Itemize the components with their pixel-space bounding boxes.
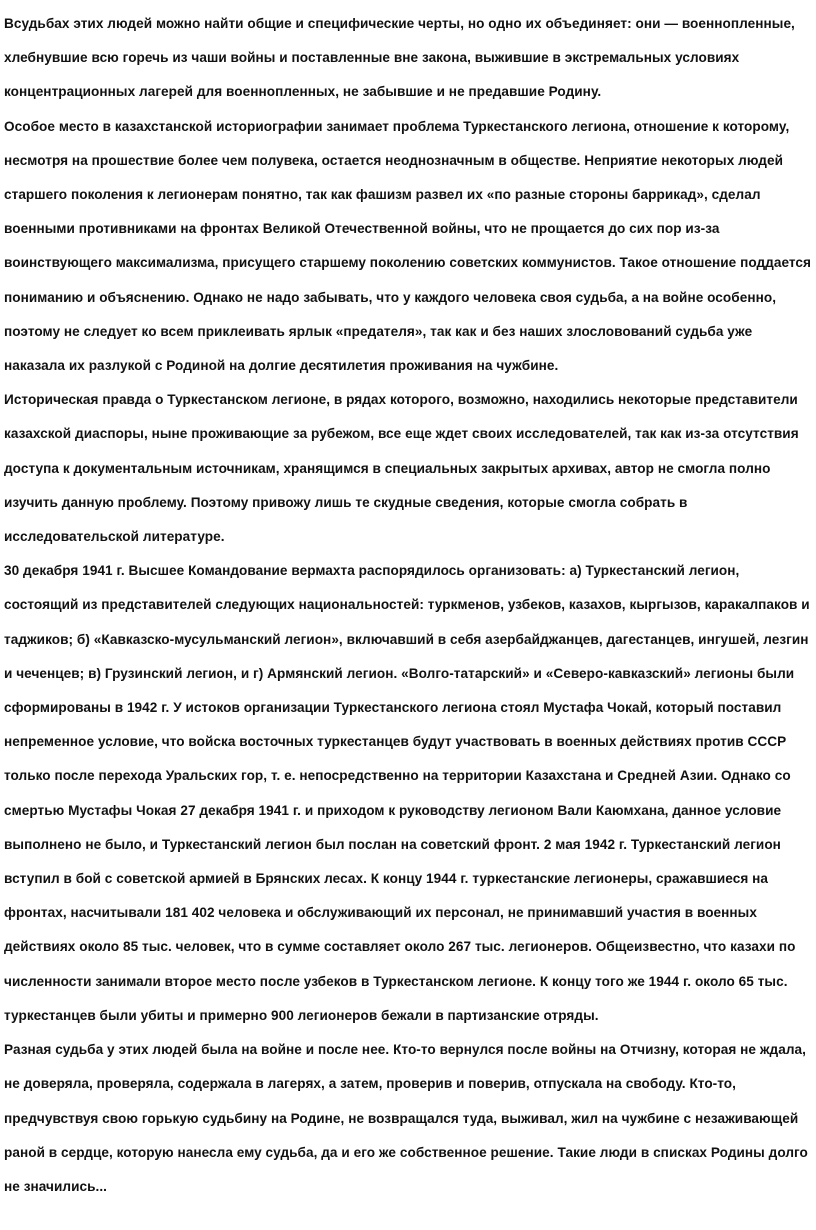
- paragraph-historiography: Особое место в казахстанской историографии занимает проблема Туркестанского легиона, отношение к которому, несмотря на прошествие более чем полувека, остается неоднозначным в обществе. Неприятие некоторых людей старшего поколения к легионерам понятно, так как фашизм развел их «по разные стороны баррикад», сделал военными противниками на фронтах Великой Отечественной войны, что не прощается до сих пор из-за воинствующего максимализма, присущего старшему поколению советских коммунистов. Такое отношение поддается пониманию и объяснению. Однако не надо забывать, что у каждого человека своя судьба, а на войне особенно, поэтому не следует ко всем приклеивать ярлык «предателя», так как и без наших злословований судьба уже наказала их разлукой с Родиной на долгие десятилетия проживания на чужбине.: [4, 118, 812, 374]
- paragraph-intro: Всудьбах этих людей можно найти общие и специфические черты, но одно их объединяет: они — военнопленные, хлебнувшие всю горечь из чаши войны и поставленные вне закона, выжившие в экстремальных условиях концентрационных лагерей для военнопленных, не забывшие и не предавшие Родину.: [4, 16, 795, 100]
- document-body: [4, 7, 814, 1204]
- paragraph-historical-truth: Историческая правда о Туркестанском легионе, в рядах которого, возможно, находились некоторые представители казахской диаспоры, ныне проживающие за рубежом, все еще ждет своих исследователей, так как из-за отсутствия доступа к документальным источникам, хранящимся в специальных закрытых архивах, автор не смогла полно изучить данную проблему. Поэтому привожу лишь те скудные сведения, которые смогла собрать в исследовательской литературе.: [4, 392, 799, 545]
- paragraph-legion-formation: 30 декабря 1941 г. Высшее Командование вермахта распорядилось организовать: а) Туркестанский легион, состоящий из представителей следующих национальностей: туркменов, узбеков, казахов, кыргызов, каракалпаков и таджиков; б) «Кавказско-мусульманский легион», включавший в себя азербайджанцев, дагестанцев, ингушей, лезгин и чеченцев; в) Грузинский легион, и г) Армянский легион. «Волго-татарский» и «Северо-кавказский» легионы были сформированы в 1942 г. У истоков организации Туркестанского легиона стоял Мустафа Чокай, который поставил непременное условие, что войска восточных туркестанцев будут участвовать в военных действиях против СССР только после перехода Уральских гор, т. е. непосредственно на территории Казахстана и Средней Азии. Однако со смертью Мустафы Чокая 27 декабря 1941 г. и приходом к руководству легионом Вали Каюмхана, данное условие выполнено не было, и Туркестанский легион был послан на советский фронт. 2 мая 1942 г. Туркестанский легион вступил в бой с советской армией в Брянских лесах. К концу 1944 г. туркестанские легионеры, сражавшиеся на фронтах, насчитывали 181 402 человека и обслуживающий их персонал, не принимавший участия в военных действиях около 85 тыс. человек, что в сумме составляет около 267 тыс. легионеров. Общеизвестно, что казахи по численности занимали второе место после узбеков в Туркестанском легионе. К концу того же 1944 г. около 65 тыс. туркестанцев были убиты и примерно 900 легионеров бежали в партизанские отряды.: [4, 563, 810, 1023]
- paragraph-fate: Разная судьба у этих людей была на войне и после нее. Кто-то вернулся после войны на Отчизну, которая не ждала, не доверяла, проверяла, содержала в лагерях, а затем, проверив и поверив, отпускала на свободу. Кто-то, предчувствуя свою горькую судьбину на Родине, не возвращался туда, выживал, жил на чужбине с незаживающей раной в сердце, которую нанесла ему судьба, да и его же собственное решение. Такие люди в списках Родины долго не значились...: [4, 1042, 808, 1194]
